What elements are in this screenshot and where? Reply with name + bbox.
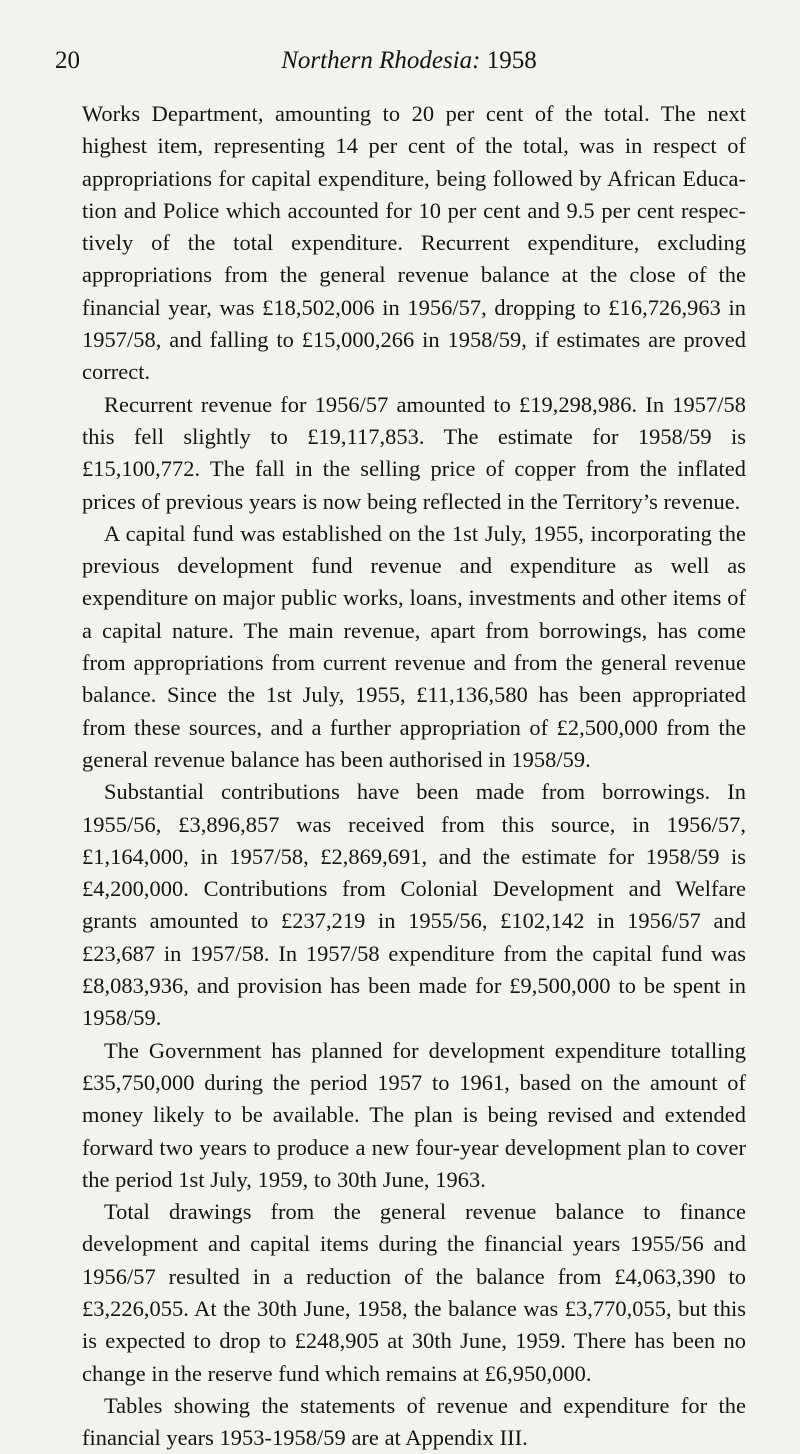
running-title-year: 1958: [486, 47, 537, 74]
running-header: [55, 44, 745, 78]
paragraph-borrowings: Substantial contributions have been made from borrowings. In 1955/56, £3,896,857 was received from this source, in 1956/57, £1,164,000, in 1957/58, £2,869,691, and the estimate for 1958/59 is £4,200,000. Contributions from Colonial Development and Welfare grants amounted to £237,219 in 1955/56, £102,142 in 1956/57 and £23,687 in 1957/58. In 1957/58 expenditure from the capital fund was £8,083,936, and provision has been made for £9,500,000 to be spent in 1958/59.: [82, 779, 746, 1031]
paragraph-appendix-reference: Tables showing the statements of revenue and expenditure for the financial years 1953-1958/59 are at Appendix III.: [82, 1392, 746, 1451]
paragraph-capital-fund: A capital fund was established on the 1st July, 1955, incorporating the previous development fund revenue and expenditure as well as expenditure on major public works, loans, investments and other items of a capital nature. The main revenue, apart from borrowings, has come from appropriations from current revenue and from the general revenue balance. Since the 1st July, 1955, £11,136,580 has been appropriated from these sources, and a further appropriation of £2,500,000 from the general revenue balance has been authorised in 1958/59.: [82, 520, 746, 772]
body-text: [82, 98, 746, 1454]
paragraph-revenue-balance: Total drawings from the general revenue balance to finance development and capital items during the financial years 1955/56 and 1956/57 resulted in a reduction of the balance from £4,063,390 to £3,226,055. At the 30th June, 1958, the balance was £3,770,055, but this is expected to drop to £248,905 at 30th June, 1959. There has been no change in the reserve fund which remains at £6,950,000.: [82, 1199, 746, 1386]
paragraph-expenditure: Works Department, amounting to 20 per cent of the total. The next highest item, representing 14 per cent of the total, was in respect of appropriations for capital expenditure, being followed by African Education and Police which accounted for 10 per cent and 9.5 per cent respectively of the total expenditure. Recurrent expenditure, excluding appropriations from the general revenue balance at the close of the financial year, was £18,502,006 in 1956/57, dropping to £16,726,963 in 1957/58, and falling to £15,000,266 in 1958/59, if estimates are proved correct.: [82, 101, 746, 385]
page-number: 20: [55, 47, 80, 74]
running-title: [55, 44, 745, 78]
running-title-country: Northern Rhodesia:: [281, 47, 481, 74]
paragraph-development-plan: The Government has planned for development expenditure totalling £35,750,000 during the period 1957 to 1961, based on the amount of money likely to be available. The plan is being revised and extended forward two years to produce a new four-year development plan to cover the period 1st July, 1959, to 30th June, 1963.: [82, 1037, 746, 1192]
paragraph-recurrent-revenue: Recurrent revenue for 1956/57 amounted to £19,298,986. In 1957/58 this fell slightly to £19,117,853. The estimate for 1958/59 is £15,100,772. The fall in the selling price of copper from the inflated prices of previous years is now being reflected in the Territory’s revenue.: [82, 391, 746, 514]
